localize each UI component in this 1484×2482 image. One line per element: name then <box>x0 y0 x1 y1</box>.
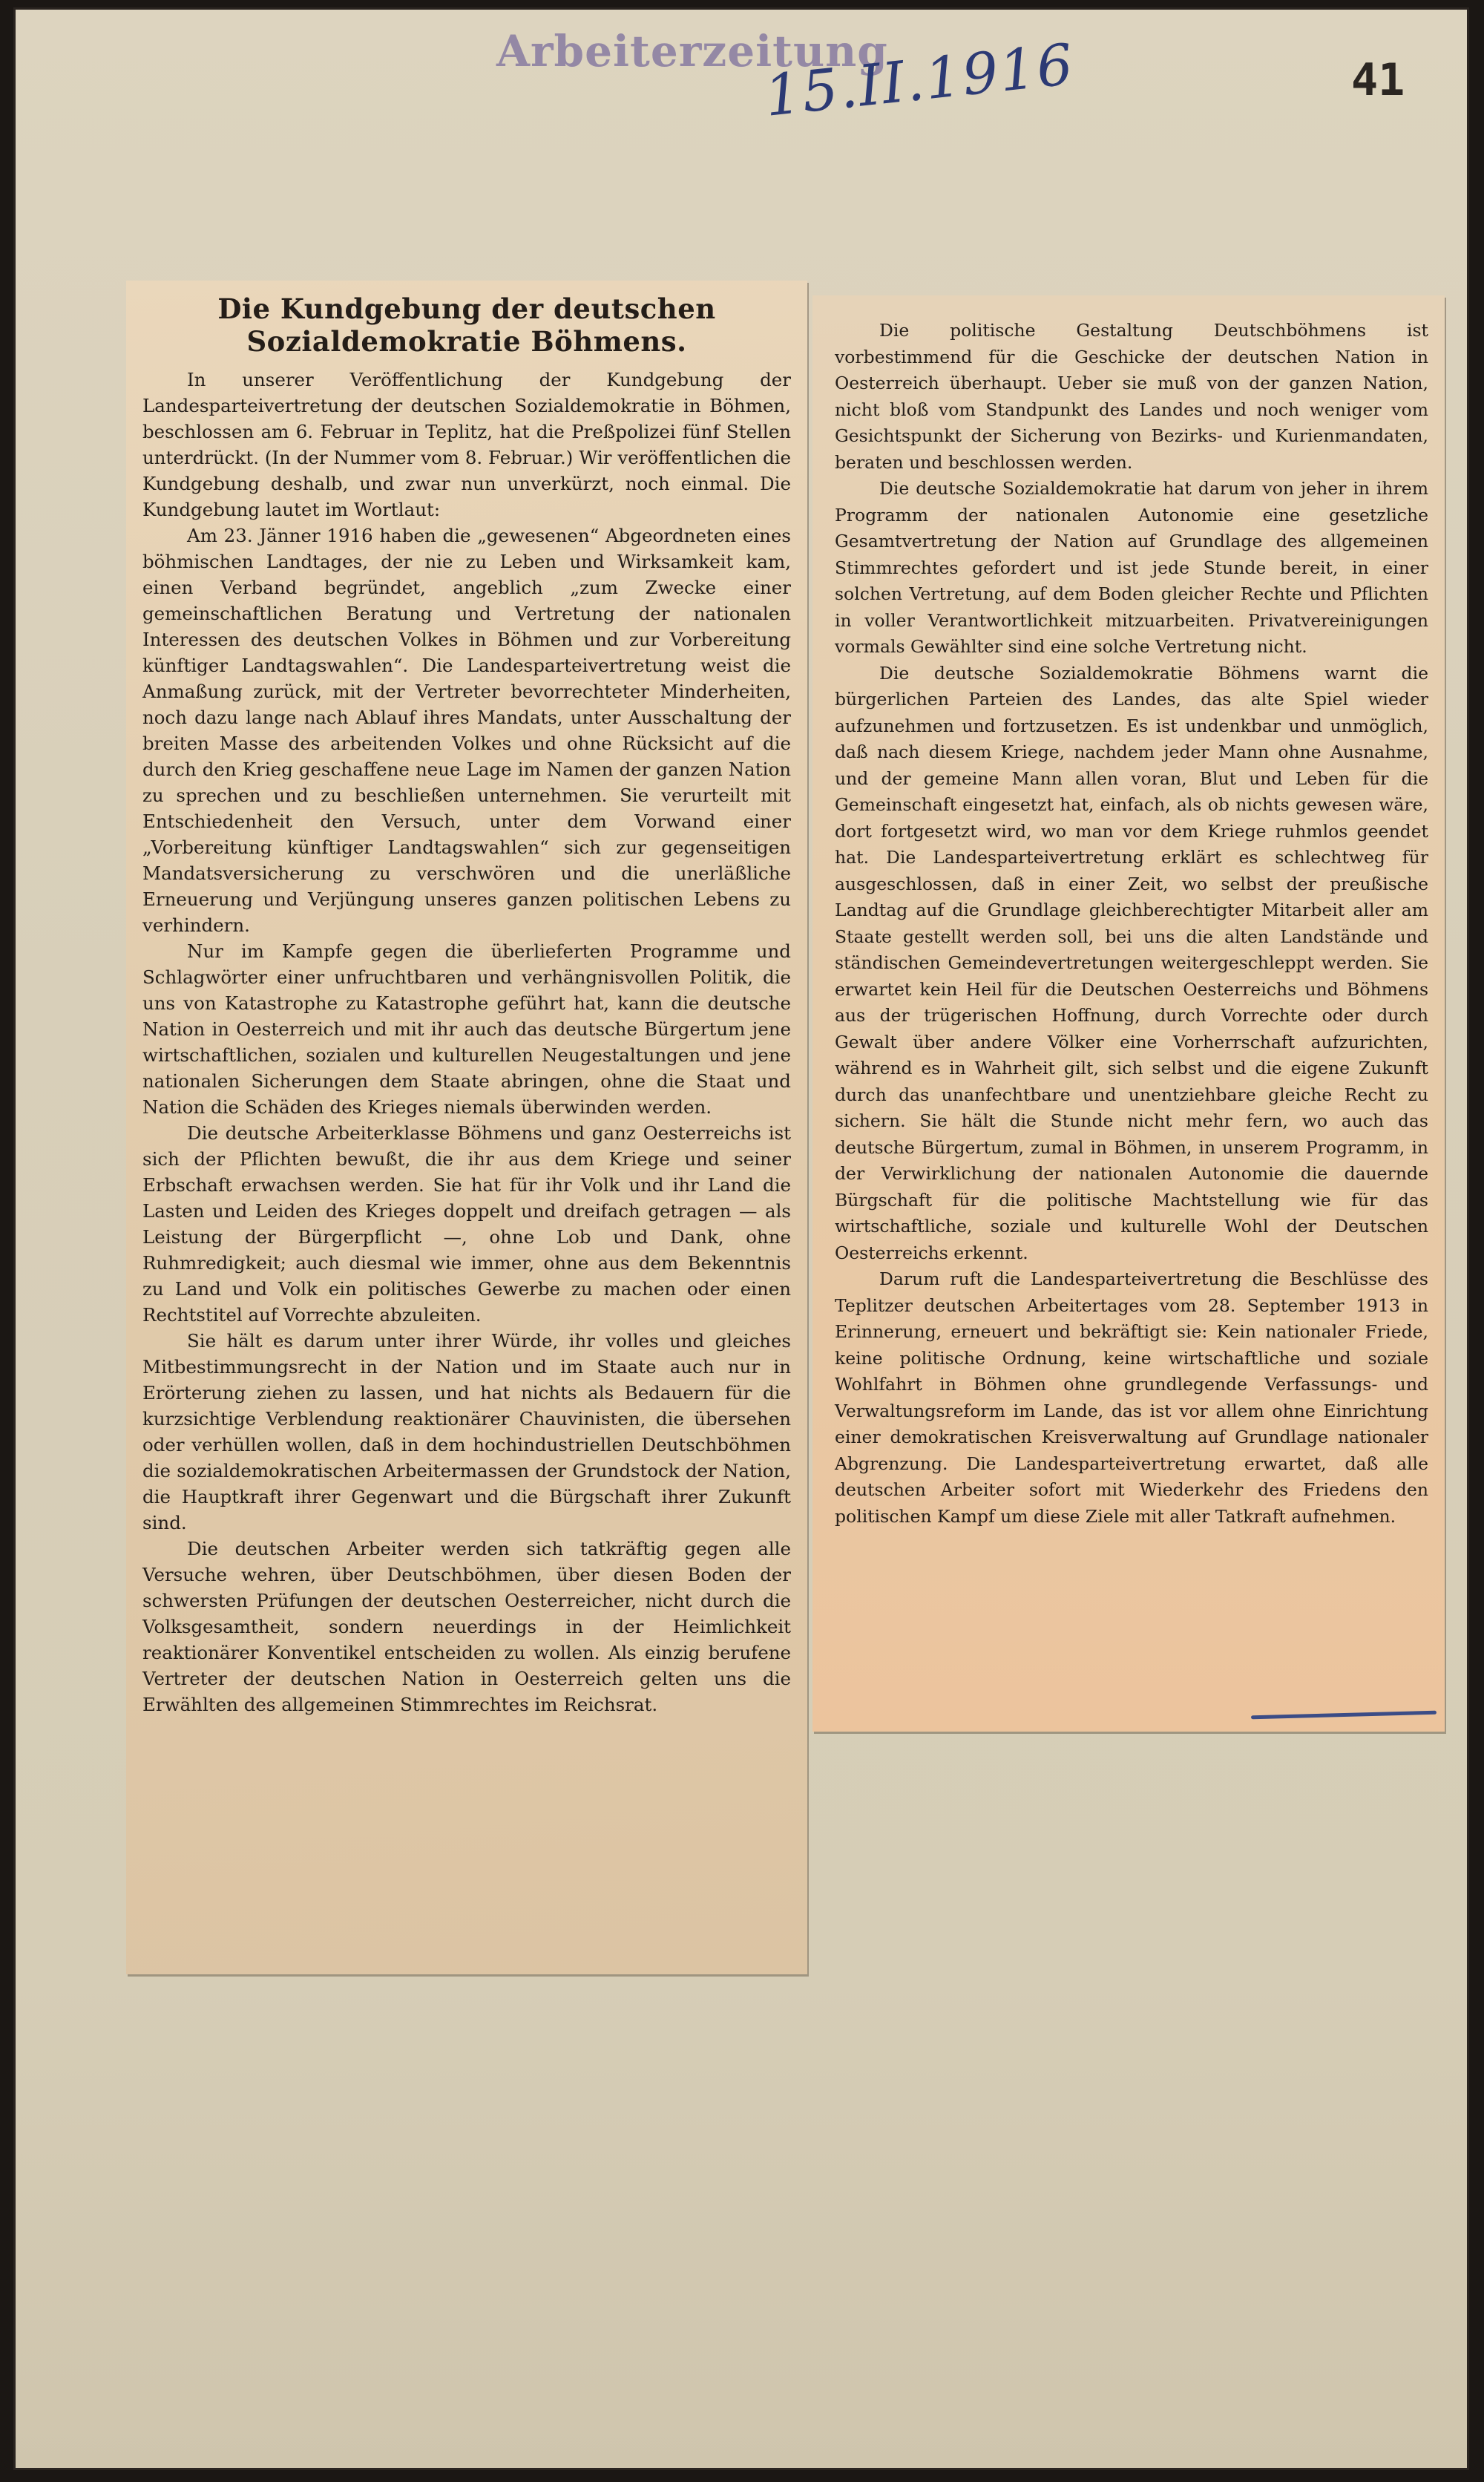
page-number: 41 <box>1351 54 1405 106</box>
clipping-left-column <box>126 281 807 1974</box>
article-paragraph: In unserer Veröffentlichung der Kundgebung der Landesparteivertretung der deutschen Sozialdemokratie in Böhmen, beschlossen am 6. Februar in Teplitz, hat die Preßpolizei fünf Stellen unterdrückt. (In der Nummer vom 8. Februar.) Wir veröffentlichen die Kundgebung deshalb, und zwar nun unverkürzt, noch einmal. Die Kundgebung lautet im Wortlaut: <box>142 369 791 520</box>
article-paragraph: Nur im Kampfe gegen die überlieferten Programme und Schlagwörter einer unfruchtbaren und verhängnisvollen Politik, die uns von Katastrophe zu Katastrophe geführt hat, kann die deutsche Nation in Oesterreich und mit ihr auch das deutsche Bürgertum jene wirtschaftlichen, sozialen und kulturellen Neugestaltungen und jene nationalen Sicherungen dem Staate abringen, ohne die Staat und Nation die Schäden des Krieges niemals überwinden werden. <box>142 940 791 1118</box>
article-paragraph: Die deutsche Sozialdemokratie hat darum von jeher in ihrem Programm der nationalen Autonomie eine gesetzliche Gesamtvertretung der Nation auf Grundlage des allgemeinen Stimmrechtes gefordert und ist jede Stunde bereit, in einer solchen Vertretung, auf dem Boden gleicher Rechte und Pflichten in voller Verantwortlichkeit mitzuarbeiten. Privatvereinigungen vormals Gewählter sind eine solche Vertretung nicht. <box>835 478 1428 657</box>
article-paragraph: Sie hält es darum unter ihrer Würde, ihr volles und gleiches Mitbestimmungsrecht in der Nation und im Staate auch nur in Erörterung ziehen zu lassen, und hat nichts als Bedauern für die kurzsichtige Verblendung reaktionärer Chauvinisten, die übersehen oder verhüllen wollen, daß in dem hochindustriellen Deutschböhmen die sozialdemokratischen Arbeitermassen der Grundstock der Nation, die Hauptkraft ihrer Gegenwart und die Bürgschaft ihrer Zukunft sind. <box>142 1330 791 1533</box>
article-paragraph: Die deutsche Arbeiterklasse Böhmens und ganz Oesterreichs ist sich der Pflichten bewußt, die ihr aus dem Kriege und seiner Erbschaft erwachsen werden. Sie hat für ihr Volk und ihr Land die Lasten und Leiden des Krieges doppelt und dreifach getragen — als Leistung der Bürgerpflicht —, ohne Lob und Dank, ohne Ruhmredigkeit; auch diesmal wie immer, ohne aus dem Bekenntnis zu Land und Volk ein politisches Gewerbe zu machen oder einen Rechtstitel auf Vorrechte abzuleiten. <box>142 1122 791 1326</box>
article-paragraph: Die politische Gestaltung Deutschböhmens ist vorbestimmend für die Geschicke der deutschen Nation in Oesterreich überhaupt. Ueber sie muß von der ganzen Nation, nicht bloß vom Standpunkt des Landes und noch weniger vom Gesichtspunkt der Sicherung von Bezirks- und Kurienmandaten, beraten und beschlossen werden. <box>835 320 1428 473</box>
article-headline: Die Kundgebung der deutschen Sozialdemokratie Böhmens. <box>217 292 716 358</box>
newspaper-stamp: Arbeiterzeitung <box>496 26 888 76</box>
article-paragraph: Darum ruft die Landesparteivertretung die Beschlüsse des Teplitzer deutschen Arbeitertages vom 28. September 1913 in Erinnerung, erneuert und bekräftigt sie: Kein nationaler Friede, keine politische Ordnung, keine wirtschaftliche und soziale Wohlfahrt in Böhmen ohne grundlegende Verfassungs- und Verwaltungsreform im Lande, das ist vor allem ohne Einrichtung einer demokratischen Kreisverwaltung auf Grundlage nationaler Abgrenzung. Die Landesparteivertretung erwartet, daß alle deutschen Arbeiter sofort mit Wiederkehr des Friedens den politischen Kampf um diese Ziele mit aller Tatkraft aufnehmen. <box>835 1268 1428 1527</box>
article-paragraph: Am 23. Jänner 1916 haben die „gewesenen“ Abgeordneten eines böhmischen Landtages, der nie zu Leben und Wirksamkeit kam, einen Verband begründet, angeblich „zum Zwecke einer gemeinschaftlichen Beratung und Vertretung der nationalen Interessen des deutschen Volkes in Böhmen und zur Vorbereitung künftiger Landtagswahlen“. Die Landesparteivertretung weist die Anmaßung zurück, mit der Vertreter bevorrechteter Minderheiten, noch dazu lange nach Ablauf ihres Mandats, unter Ausschaltung der breiten Masse des arbeitenden Volkes und ohne Rücksicht auf die durch den Krieg geschaffene neue Lage im Namen der ganzen Nation zu sprechen und zu beschließen unternehmen. Sie verurteilt mit Entschiedenheit den Versuch, unter dem Vorwand einer „Vorbereitung künftiger Landtagswahlen“ sich zur gegenseitigen Mandatsversicherung zu verschwören und die unerläßliche Erneuerung und Verjüngung unseres ganzen politischen Lebens zu verhindern. <box>142 525 791 936</box>
handwritten-date: 15.II.1916 <box>761 30 1077 129</box>
article-paragraph: Die deutschen Arbeiter werden sich tatkräftig gegen alle Versuche wehren, über Deutschböhmen, über diesen Boden der schwersten Prüfungen der deutschen Oesterreicher, nicht durch die Volksgesamtheit, sondern neuerdings in der Heimlichkeit reaktionärer Konventikel entscheiden zu wollen. Als einzig berufene Vertreter der deutschen Nation in Oesterreich gelten uns die Erwählten des allgemeinen Stimmrechtes im Reichsrat. <box>142 1538 791 1715</box>
article-paragraph: Die deutsche Sozialdemokratie Böhmens warnt die bürgerlichen Parteien des Landes, das alte Spiel wieder aufzunehmen und fortzusetzen. Es ist undenkbar und unmöglich, daß nach diesem Kriege, nachdem jeder Mann ohne Ausnahme, und der gemeine Mann allen voran, Blut und Leben für die Gemeinschaft eingesetzt hat, einfach, als ob nichts gewesen wäre, dort fortgesetzt wird, wo man vor dem Kriege ruhmlos geendet hat. Die Landesparteivertretung erklärt es schlechtweg für ausgeschlossen, daß in einer Zeit, wo selbst der preußische Landtag auf die Grundlage gleichberechtigter Mitarbeit aller am Staate gestellt werden soll, bei uns die alten Landstände und ständischen Gemeindevertretungen weitergeschleppt werden. Sie erwartet kein Heil für die Deutschen Oesterreichs und Böhmens aus der trügerischen Hoffnung, durch Vorrechte oder durch Gewalt über andere Völker eine Vorherrschaft aufzurichten, während es in Wahrheit gilt, sich selbst und die eigene Zukunft durch das unanfechtbare und unentziehbare gleiche Recht zu sichern. Sie hält die Stunde nicht mehr fern, wo auch das deutsche Bürgertum, zumal in Böhmen, in unserem Programm, in der Verwirklichung der nationalen Autonomie die dauernde Bürgschaft für die politische Machtstellung wie für das wirtschaftliche, soziale und kulturelle Wohl der Deutschen Oesterreichs erkennt. <box>835 662 1428 1263</box>
clipping-right-column <box>812 295 1445 1732</box>
